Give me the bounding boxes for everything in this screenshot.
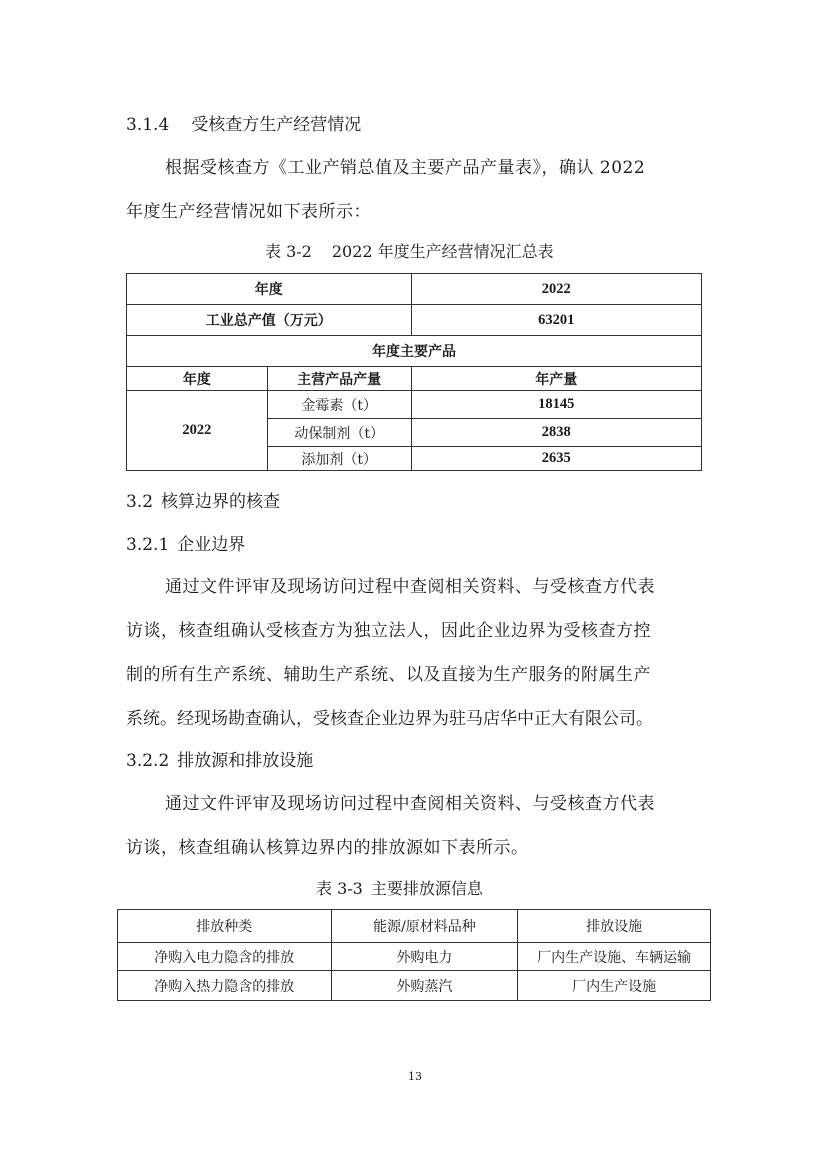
table-cell: 厂内生产设施 bbox=[518, 971, 711, 1001]
page-number: 13 bbox=[408, 1070, 422, 1083]
section-title: 受核查方生产经营情况 bbox=[191, 115, 362, 135]
section-heading-3-2-1 bbox=[126, 530, 245, 555]
table-caption bbox=[265, 239, 554, 262]
table-cell: 工业总产值（万元） bbox=[127, 305, 412, 336]
section-title: 核算边界的核查 bbox=[161, 492, 281, 512]
production-summary-table bbox=[126, 273, 702, 471]
section-title: 企业边界 bbox=[177, 535, 246, 555]
table-header-row bbox=[118, 910, 711, 943]
paragraph-line: 通过文件评审及现场访问过程中查阅相关资料、与受核查方代表 bbox=[165, 794, 655, 814]
table-section-header: 年度主要产品 bbox=[127, 336, 702, 367]
table-cell: 添加剂（t） bbox=[267, 447, 411, 471]
section-number: 3.2.2 bbox=[126, 751, 170, 771]
table-row bbox=[127, 274, 702, 305]
paragraph-line: 根据受核查方《工业产销总值及主要产品产量表》，确认 2022 bbox=[165, 158, 646, 178]
paragraph-line: 系统。经现场勘查确认，受核查企业边界为驻马店华中正大有限公司。 bbox=[126, 709, 653, 729]
table-row bbox=[118, 943, 711, 971]
table-cell: 2838 bbox=[411, 419, 701, 447]
paragraph-line: 通过文件评审及现场访问过程中查阅相关资料、与受核查方代表 bbox=[165, 577, 655, 597]
table-caption-text: 主要排放源信息 bbox=[370, 879, 483, 898]
column-header: 排放设施 bbox=[518, 910, 711, 943]
column-header: 能源/原材料品种 bbox=[331, 910, 518, 943]
table-cell: 外购电力 bbox=[331, 943, 518, 971]
column-header: 年度 bbox=[127, 367, 268, 391]
paragraph-line: 访谈，核查组确认受核查方为独立法人，因此企业边界为受核查方控 bbox=[126, 621, 651, 641]
section-heading-3-2-2 bbox=[126, 746, 313, 771]
table-cell: 动保制剂（t） bbox=[267, 419, 411, 447]
section-title: 排放源和排放设施 bbox=[177, 751, 314, 771]
emission-source-table bbox=[117, 909, 711, 1001]
section-number: 3.2 bbox=[126, 492, 154, 512]
column-header: 主营产品产量 bbox=[267, 367, 411, 391]
table-cell: 18145 bbox=[411, 391, 701, 419]
table-caption-number: 表 3-3 bbox=[316, 879, 363, 898]
table-cell: 年度 bbox=[127, 274, 412, 305]
table-row bbox=[127, 305, 702, 336]
column-header: 年产量 bbox=[411, 367, 701, 391]
table-row bbox=[127, 336, 702, 367]
section-heading-3-1-4 bbox=[126, 110, 361, 135]
table-cell: 63201 bbox=[411, 305, 701, 336]
table-row bbox=[118, 971, 711, 1001]
column-header: 排放种类 bbox=[118, 910, 332, 943]
table-cell: 净购入电力隐含的排放 bbox=[118, 943, 332, 971]
table-caption-number: 表 3-2 bbox=[265, 242, 312, 261]
table-cell: 厂内生产设施、车辆运输 bbox=[518, 943, 711, 971]
section-number: 3.2.1 bbox=[126, 535, 170, 555]
table-row bbox=[127, 391, 702, 419]
table-cell: 2022 bbox=[127, 391, 268, 471]
table-cell: 金霉素（t） bbox=[267, 391, 411, 419]
table-cell: 2022 bbox=[411, 274, 701, 305]
table-caption bbox=[316, 876, 483, 899]
table-cell: 外购蒸汽 bbox=[331, 971, 518, 1001]
table-cell: 净购入热力隐含的排放 bbox=[118, 971, 332, 1001]
section-heading-3-2 bbox=[126, 487, 280, 512]
table-cell: 2635 bbox=[411, 447, 701, 471]
table-header-row bbox=[127, 367, 702, 391]
paragraph-line: 访谈，核查组确认核算边界内的排放源如下表所示。 bbox=[126, 838, 529, 858]
section-number: 3.1.4 bbox=[126, 115, 170, 135]
table-caption-text: 2022 年度生产经营情况汇总表 bbox=[331, 242, 554, 261]
paragraph-line: 制的所有生产系统、辅助生产系统、以及直接为生产服务的附属生产 bbox=[126, 665, 651, 685]
paragraph-line: 年度生产经营情况如下表所示： bbox=[126, 202, 371, 222]
